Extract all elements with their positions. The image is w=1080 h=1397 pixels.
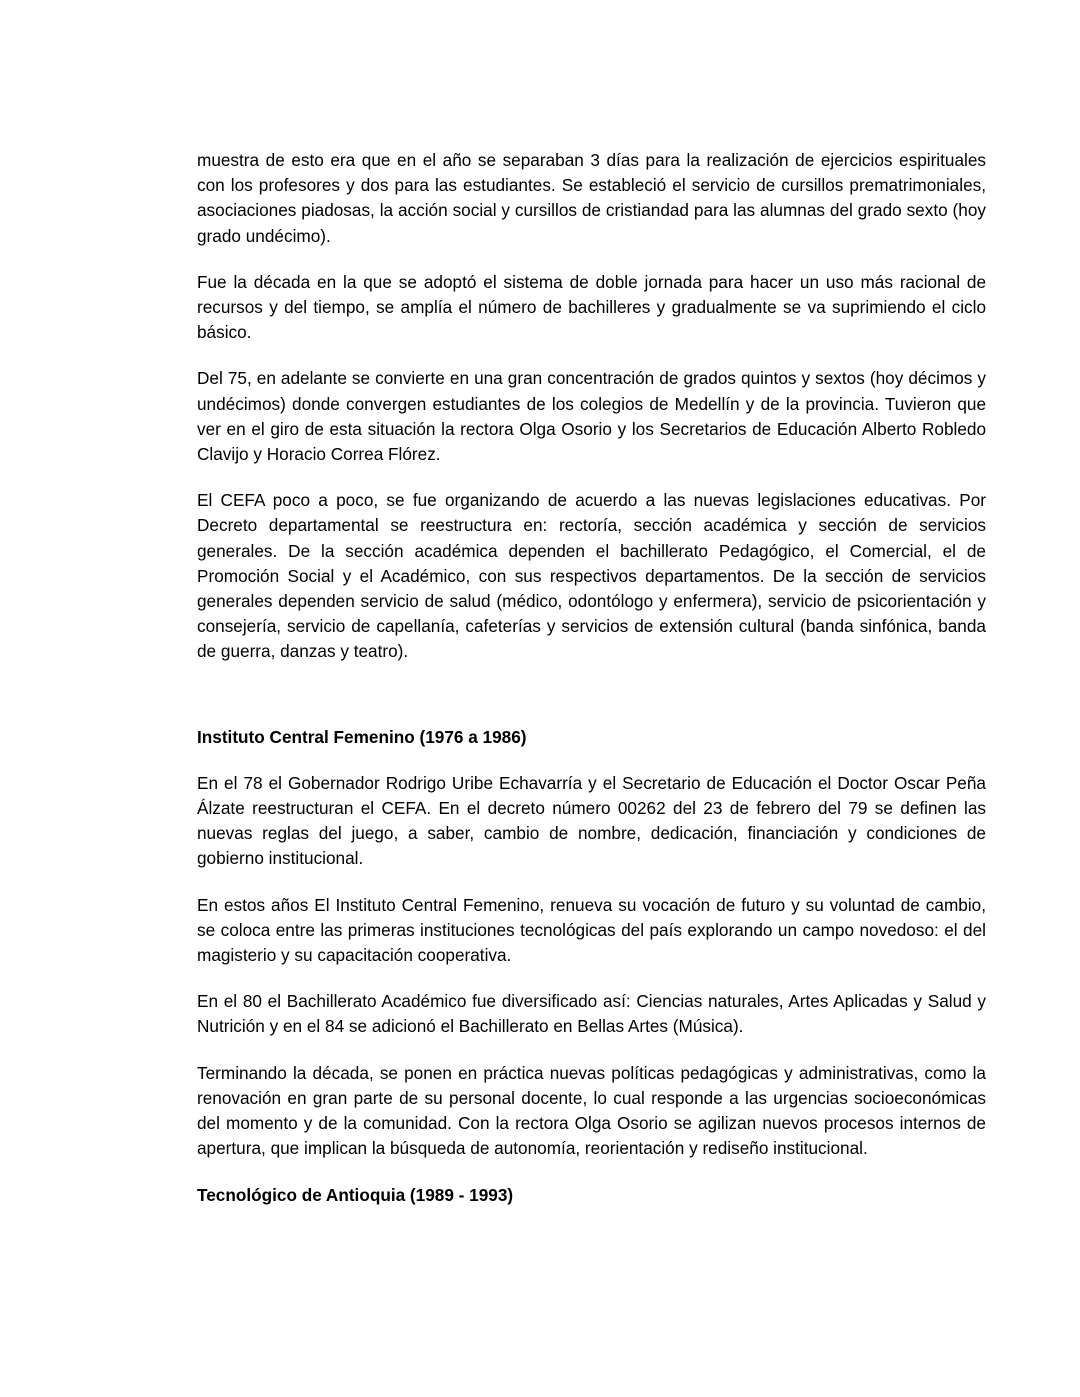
document-body [197,148,986,1229]
paragraph-doble-jornada: Fue la década en la que se adoptó el sistema de doble jornada para hacer un uso más racional de recursos y del tiempo, se amplía el número de bachilleres y gradualmente se va suprimiendo el ciclo básico. [197,271,986,343]
section-heading-tecnologico-de-antioquia: Tecnológico de Antioquia (1989 - 1993) [197,1184,514,1205]
paragraph-cefa-reestructuracion: El CEFA poco a poco, se fue organizando de acuerdo a las nuevas legislaciones educativas. Por Decreto departamental se reestructura en: rectoría, sección académica y sección de servicios generales. De la sección académica dependen el bachillerato Pedagógico, el Comercial, el de Promoción Social y el Académico, con sus respectivos departamentos. De la sección de servicios generales dependen servicio de salud (médico, odontólogo y enfermera), servicio de psicorientación y consejería, servicio de capellanía, cafeterías y servicios de extensión cultural (banda sinfónica, banda de guerra, danzas y teatro). [197,490,986,662]
section-heading-instituto-central-femenino: Instituto Central Femenino (1976 a 1986) [197,726,527,747]
paragraph-continuation-ejercicios-espirituales: muestra de esto era que en el año se separaban 3 días para la realización de ejercicios espirituales con los profesores y dos para las estudiantes. Se estableció el servicio de cursillos prematrimoniales, asociaciones piadosas, la acción social y cursillos de cristiandad para las alumnas del grado sexto (hoy grado undécimo). [197,150,986,246]
paragraph-concentracion-grados: Del 75, en adelante se convierte en una gran concentración de grados quintos y sextos (hoy décimos y undécimos) donde convergen estudiantes de los colegios de Medellín y de la provincia. Tuvieron que ver en el giro de esta situación la rectora Olga Osorio y los Secretarios de Educación Alberto Robledo Clavijo y Horacio Correa Flórez. [197,368,986,465]
paragraph-decreto-00262: En el 78 el Gobernador Rodrigo Uribe Echavarría y el Secretario de Educación el Doctor Oscar Peña Álzate reestructuran el CEFA. En el decreto número 00262 del 23 de febrero del 79 se definen las nuevas reglas del juego, a saber, cambio de nombre, dedicación, financiación y condiciones de gobierno institucional. [197,772,986,869]
paragraph-vocacion-futuro: En estos años El Instituto Central Femenino, renueva su vocación de futuro y su voluntad de cambio, se coloca entre las primeras instituciones tecnológicas del país explorando un campo novedoso: el del magisterio y su capacitación cooperativa. [197,894,986,966]
paragraph-bachillerato-diversificado: En el 80 el Bachillerato Académico fue diversificado así: Ciencias naturales, Artes Aplicadas y Salud y Nutrición y en el 84 se adicionó el Bachillerato en Bellas Artes (Música). [197,991,986,1037]
paragraph-politicas-pedagogicas: Terminando la década, se ponen en práctica nuevas políticas pedagógicas y administrativas, como la renovación en gran parte de su personal docente, lo cual responde a las urgencias socioeconómicas del momento y de la comunidad. Con la rectora Olga Osorio se agilizan nuevos procesos internos de apertura, que implican la búsqueda de autonomía, reorientación y rediseño institucional. [197,1062,986,1159]
